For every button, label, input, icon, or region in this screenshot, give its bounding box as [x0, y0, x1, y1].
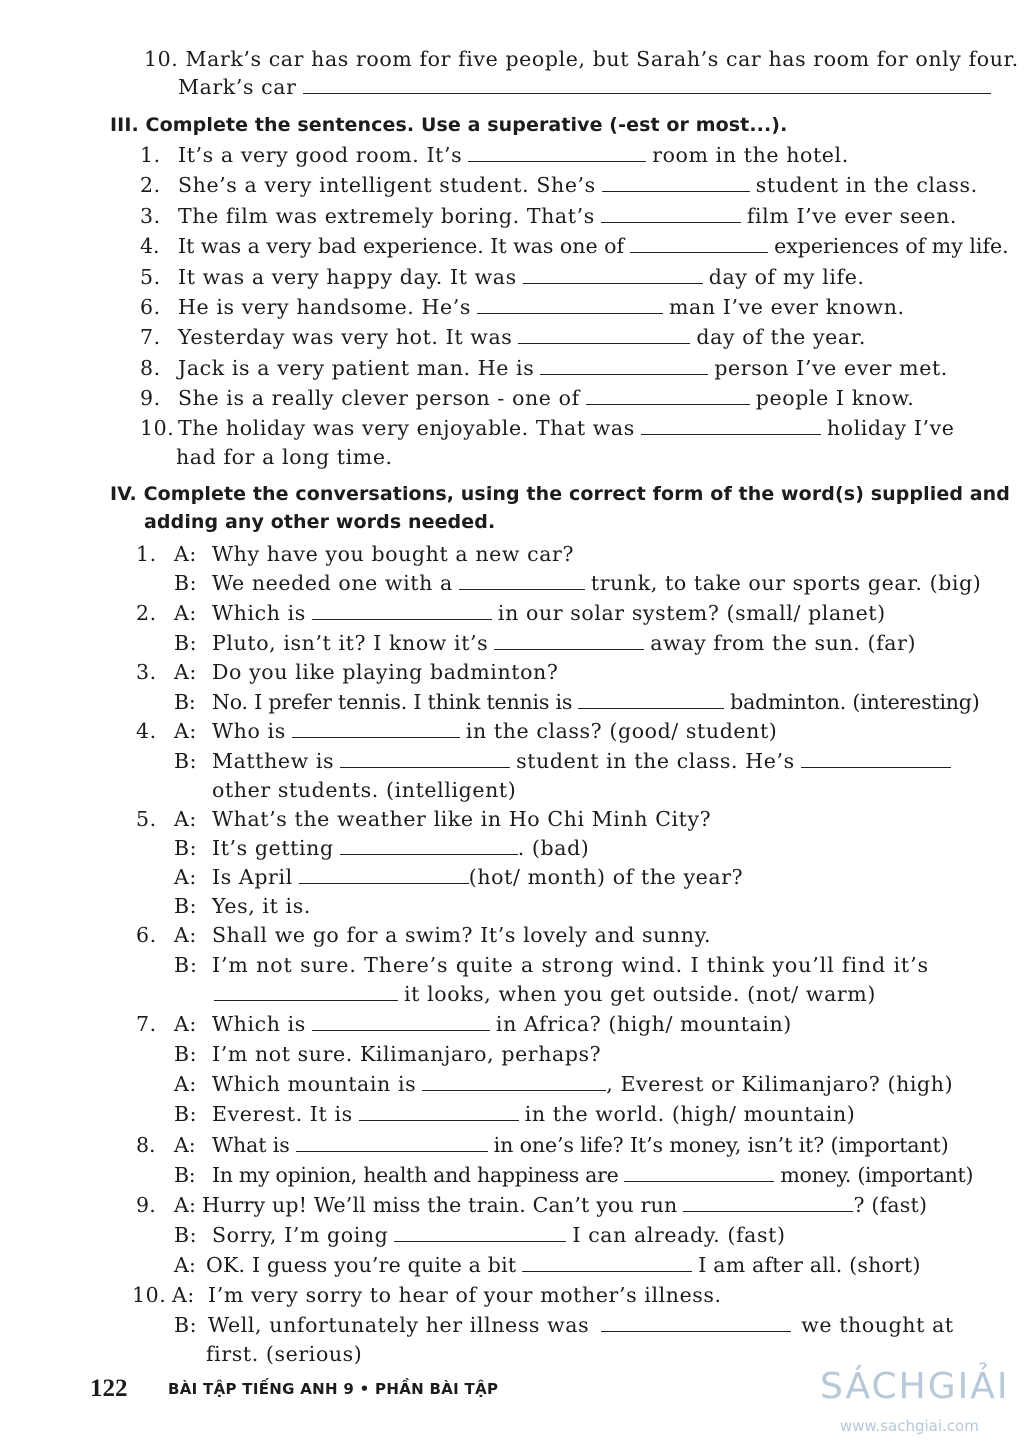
item-number: 10. — [140, 416, 175, 440]
speaker-label: A: — [174, 601, 197, 625]
line-text: No. I prefer tennis. I think tennis is — [212, 690, 573, 714]
item-number: 1. — [140, 143, 161, 167]
conversation-line — [136, 806, 711, 832]
conversation-line — [136, 1312, 954, 1338]
line-text: Shall we go for a swim? It’s lovely and sunny. — [212, 923, 712, 947]
item-text: It’s a very good room. It’s — [178, 143, 463, 167]
line-text: student in the class. He’s — [516, 749, 795, 773]
item-text: man I’ve ever known. — [669, 295, 905, 319]
section-heading — [110, 112, 787, 138]
item-text: had for a long time. — [176, 445, 393, 469]
line-text: It’s getting — [212, 836, 334, 860]
exercise-item — [140, 203, 957, 229]
answer-blank[interactable] — [422, 1074, 606, 1091]
speaker-label: A: — [174, 1072, 197, 1096]
exercise-item — [140, 172, 978, 198]
book-title: BÀI TẬP TIẾNG ANH 9 • PHẦN BÀI TẬP — [168, 1380, 499, 1398]
exercise-item — [140, 142, 849, 168]
item-number: 7. — [140, 325, 161, 349]
item-text: The holiday was very enjoyable. That was — [178, 416, 635, 440]
item-text: Mark’s car has room for five people, but Sarah’s car has room for only four. — [185, 47, 1019, 71]
conversation-line — [136, 922, 711, 948]
answer-blank[interactable] — [303, 77, 991, 94]
item-text: person I’ve ever met. — [714, 356, 948, 380]
line-text: , Everest or Kilimanjaro? (high) — [606, 1072, 954, 1096]
line-text: What’s the weather like in Ho Chi Minh City? — [212, 807, 712, 831]
conversation-line — [136, 1071, 953, 1097]
line-text: money. (important) — [780, 1163, 974, 1187]
conversation-line-continuation — [206, 981, 876, 1007]
speaker-label: A: — [174, 865, 197, 889]
answer-blank[interactable] — [683, 1195, 853, 1212]
conversation-line — [136, 570, 981, 596]
answer-blank[interactable] — [518, 327, 690, 344]
conversation-line — [132, 1282, 722, 1308]
item-number: 10. — [144, 47, 179, 71]
answer-blank[interactable] — [602, 175, 750, 192]
section-title: Complete the conversations, using the correct form of the word(s) supplied and — [143, 483, 1011, 505]
line-text: I am after all. (short) — [698, 1253, 921, 1277]
item-text: Jack is a very patient man. He is — [178, 356, 535, 380]
conversation-line — [136, 1041, 601, 1067]
answer-blank[interactable] — [299, 867, 469, 884]
line-text: in our solar system? (small/ planet) — [497, 601, 886, 625]
speaker-label: A: — [174, 1133, 196, 1157]
line-text: Matthew is — [212, 749, 335, 773]
line-text: What is — [212, 1133, 290, 1157]
speaker-label: A: — [172, 1283, 195, 1307]
item-text: The film was extremely boring. That’s — [178, 204, 595, 228]
item-number: 9. — [140, 386, 161, 410]
line-text: Well, unfortunately her illness was — [208, 1313, 590, 1337]
answer-blank[interactable] — [523, 267, 703, 284]
speaker-label: B: — [174, 1042, 198, 1066]
line-text: in the world. (high/ mountain) — [524, 1102, 856, 1126]
answer-blank[interactable] — [494, 633, 644, 650]
exercise-item — [140, 415, 955, 441]
item-number: 6. — [136, 923, 157, 947]
item-text: day of my life. — [708, 265, 865, 289]
speaker-label: B: — [174, 894, 198, 918]
line-text: . (bad) — [517, 836, 590, 860]
section-number: III. — [110, 114, 139, 136]
line-text: badminton. (interesting) — [730, 690, 980, 714]
section-title: adding any other words needed. — [144, 511, 496, 533]
conversation-line — [136, 748, 957, 774]
conversation-line — [136, 1132, 949, 1158]
item-number: 8. — [140, 356, 161, 380]
item-text: people I know. — [755, 386, 915, 410]
speaker-label: A: — [174, 923, 197, 947]
answer-blank[interactable] — [292, 721, 460, 738]
exercise-item-continuation — [176, 444, 393, 470]
speaker-label: A: — [174, 660, 197, 684]
line-text: Which is — [212, 601, 306, 625]
answer-blank[interactable] — [359, 1104, 519, 1121]
conversation-line — [136, 864, 743, 890]
exercise-item — [140, 355, 948, 381]
line-text: I’m not sure. Kilimanjaro, perhaps? — [212, 1042, 602, 1066]
answer-blank[interactable] — [624, 1165, 774, 1182]
answer-blank[interactable] — [296, 1135, 488, 1152]
answer-blank[interactable] — [601, 206, 741, 223]
answer-blank[interactable] — [586, 388, 750, 405]
conversation-line — [136, 893, 311, 919]
line-text: it looks, when you get outside. (not/ warm) — [404, 982, 876, 1006]
item-number: 4. — [140, 234, 160, 258]
item-number: 5. — [136, 807, 157, 831]
line-text: first. (serious) — [206, 1342, 363, 1366]
item-text: holiday I’ve — [826, 416, 955, 440]
section-heading-continuation — [144, 509, 495, 535]
line-text: I’m very sorry to hear of your mother’s illness. — [208, 1283, 722, 1307]
line-text: I can already. (fast) — [572, 1223, 786, 1247]
conversation-line — [136, 689, 980, 715]
line-text: Yes, it is. — [212, 894, 311, 918]
conversation-line — [136, 600, 886, 626]
item-text: day of the year. — [696, 325, 866, 349]
line-text: Why have you bought a new car? — [212, 542, 575, 566]
line-text: ? (fast) — [853, 1193, 928, 1217]
answer-blank[interactable] — [312, 1014, 490, 1031]
answer-blank[interactable] — [801, 751, 951, 768]
answer-blank[interactable] — [641, 418, 821, 435]
speaker-label: B: — [174, 631, 198, 655]
item-text: film I’ve ever seen. — [746, 204, 957, 228]
line-text: in one’s life? It’s money, isn’t it? (important) — [493, 1133, 949, 1157]
item-number: 5. — [140, 265, 161, 289]
speaker-label: B: — [174, 690, 196, 714]
exercise-item — [144, 46, 1019, 72]
item-text: He is very handsome. He’s — [178, 295, 471, 319]
section-number: IV. — [110, 483, 137, 505]
conversation-line — [136, 1252, 921, 1278]
conversation-line — [136, 952, 929, 978]
item-text: room in the hotel. — [652, 143, 849, 167]
conversation-line — [136, 835, 589, 861]
watermark-logo: SÁCHGIẢI — [820, 1366, 1010, 1407]
answer-blank[interactable] — [340, 751, 510, 768]
speaker-label: A: — [174, 1193, 197, 1217]
item-number: 3. — [136, 660, 157, 684]
exercise-item — [140, 324, 866, 350]
line-text: away from the sun. (far) — [650, 631, 917, 655]
item-text: experiences of my life. — [774, 234, 1009, 258]
conversation-line — [136, 541, 574, 567]
conversation-line — [136, 1011, 792, 1037]
exercise-item — [140, 233, 1009, 259]
line-text: trunk, to take our sports gear. (big) — [590, 571, 982, 595]
answer-blank[interactable] — [540, 358, 708, 375]
line-text: in the class? (good/ student) — [465, 719, 778, 743]
answer-blank[interactable] — [477, 297, 663, 314]
line-text: (hot/ month) of the year? — [468, 865, 744, 889]
line-text: Sorry, I’m going — [212, 1223, 389, 1247]
speaker-label: A: — [174, 542, 197, 566]
section-heading — [110, 481, 1010, 507]
answer-blank[interactable] — [340, 838, 518, 855]
item-text: Mark’s car — [178, 75, 297, 99]
line-text: In my opinion, health and happiness are — [212, 1163, 619, 1187]
line-text: Hurry up! We’ll miss the train. Can’t you run — [202, 1193, 678, 1217]
item-number: 3. — [140, 204, 161, 228]
speaker-label: B: — [174, 953, 198, 977]
item-number: 1. — [136, 542, 157, 566]
conversation-line-continuation — [206, 1341, 362, 1367]
item-text: She is a really clever person - one of — [178, 386, 580, 410]
answer-blank[interactable] — [578, 692, 724, 709]
speaker-label: B: — [174, 836, 198, 860]
exercise-item — [140, 385, 914, 411]
speaker-label: B: — [174, 749, 198, 773]
item-number: 7. — [136, 1012, 157, 1036]
watermark-url: www.sachgiai.com — [840, 1417, 979, 1435]
item-number: 6. — [140, 295, 161, 319]
conversation-line — [136, 1192, 927, 1218]
speaker-label: B: — [174, 1313, 198, 1337]
item-number: 4. — [136, 719, 157, 743]
item-number: 9. — [136, 1193, 156, 1217]
exercise-item — [140, 264, 865, 290]
answer-blank[interactable] — [214, 984, 398, 1001]
line-text: Is April — [212, 865, 293, 889]
answer-blank[interactable] — [459, 573, 585, 590]
line-text: in Africa? (high/ mountain) — [495, 1012, 792, 1036]
section-title: Complete the sentences. Use a superative (-est or most...). — [145, 114, 788, 136]
line-text: Pluto, isn’t it? I know it’s — [212, 631, 489, 655]
answer-blank[interactable] — [522, 1255, 692, 1272]
item-text: It was a very happy day. It was — [178, 265, 517, 289]
item-number: 2. — [140, 173, 161, 197]
speaker-label: A: — [174, 807, 197, 831]
conversation-line — [136, 659, 558, 685]
line-text: I’m not sure. There’s quite a strong wind. I think you’ll find it’s — [212, 953, 929, 977]
answer-blank[interactable] — [394, 1225, 566, 1242]
speaker-label: B: — [174, 1102, 198, 1126]
item-number: 8. — [136, 1133, 156, 1157]
exercise-item — [140, 294, 905, 320]
conversation-line — [136, 1162, 973, 1188]
speaker-label: A: — [174, 719, 197, 743]
speaker-label: B: — [174, 1163, 196, 1187]
item-number: 10. — [132, 1283, 167, 1307]
line-text: Which is — [212, 1012, 306, 1036]
item-text: student in the class. — [755, 173, 978, 197]
conversation-line — [136, 718, 777, 744]
item-text: Yesterday was very hot. It was — [178, 325, 513, 349]
conversation-line — [136, 1101, 855, 1127]
page-number: 122 — [90, 1375, 128, 1402]
item-text: She’s a very intelligent student. She’s — [178, 173, 596, 197]
speaker-label: B: — [174, 571, 198, 595]
conversation-line-continuation — [212, 777, 516, 803]
line-text: Who is — [212, 719, 286, 743]
line-text: Which mountain is — [212, 1072, 417, 1096]
speaker-label: A: — [174, 1012, 197, 1036]
answer-blank[interactable] — [601, 1315, 791, 1332]
speaker-label: A: — [174, 1253, 197, 1277]
line-text: We needed one with a — [212, 571, 453, 595]
speaker-label: B: — [174, 1223, 198, 1247]
exercise-item-continuation — [178, 74, 997, 100]
answer-blank[interactable] — [312, 603, 492, 620]
line-text: other students. (intelligent) — [212, 778, 517, 802]
answer-blank[interactable] — [468, 145, 646, 162]
line-text: we thought at — [801, 1313, 954, 1337]
conversation-line — [136, 1222, 786, 1248]
item-text: It was a very bad experience. It was one of — [178, 234, 625, 258]
conversation-line — [136, 630, 916, 656]
line-text: OK. I guess you’re quite a bit — [206, 1253, 517, 1277]
line-text: Do you like playing badminton? — [212, 660, 559, 684]
item-number: 2. — [136, 601, 157, 625]
answer-blank[interactable] — [630, 236, 768, 253]
line-text: Everest. It is — [212, 1102, 353, 1126]
